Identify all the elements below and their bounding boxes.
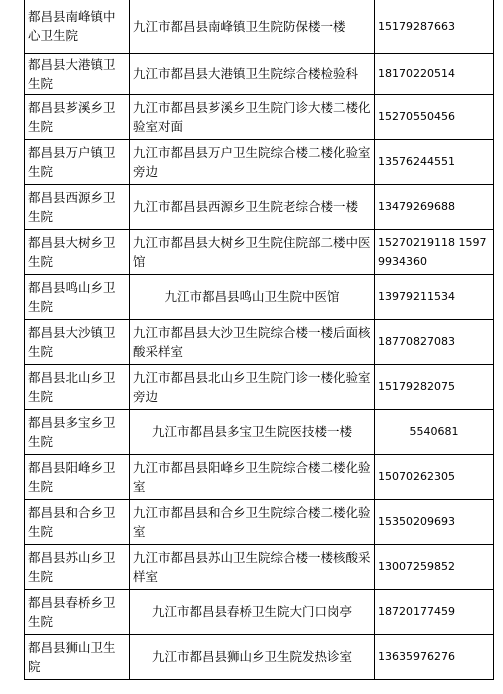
site-address-cell: 九江市都昌县多宝卫生院医技楼一楼 [130,409,375,454]
site-address-cell: 九江市都昌县阳峰乡卫生院综合楼二楼化验室 [130,454,375,499]
site-name-cell: 都昌县西源乡卫生院 [25,184,130,229]
site-phone-cell: 15179282075 [375,364,494,409]
site-name-cell: 都昌县多宝乡卫生院 [25,409,130,454]
table-row [25,184,494,229]
site-name-cell: 都昌县阳峰乡卫生院 [25,454,130,499]
site-phone-cell: 18170220514 [375,53,494,94]
site-address-cell: 九江市都昌县北山乡卫生院门诊一楼化验室旁边 [130,364,375,409]
site-address-cell: 九江市都昌县大港镇卫生院综合楼检验科 [130,53,375,94]
site-address-cell: 九江市都昌县和合乡卫生院综合楼二楼化验室 [130,499,375,544]
site-phone-cell: 5540681 [375,409,494,454]
site-name-cell: 都昌县北山乡卫生院 [25,364,130,409]
site-name-cell: 都昌县大港镇卫生院 [25,53,130,94]
table-row [25,589,494,634]
site-phone-cell: 15179287663 [375,0,494,53]
site-address-cell: 九江市都昌县南峰镇卫生院防保楼一楼 [130,0,375,53]
site-address-cell: 九江市都昌县芗溪乡卫生院门诊大楼二楼化验室对面 [130,94,375,139]
site-address-cell: 九江市都昌县春桥卫生院大门口岗亭 [130,589,375,634]
site-phone-cell: 15270550456 [375,94,494,139]
table-row [25,274,494,319]
table-row [25,634,494,679]
table-row [25,544,494,589]
table-row [25,364,494,409]
site-name-cell: 都昌县大树乡卫生院 [25,229,130,274]
site-name-cell: 都昌县大沙镇卫生院 [25,319,130,364]
site-phone-cell: 15270219118 15979934360 [375,229,494,274]
site-name-cell: 都昌县万户镇卫生院 [25,139,130,184]
site-address-cell: 九江市都昌县西源乡卫生院老综合楼一楼 [130,184,375,229]
site-address-cell: 九江市都昌县苏山卫生院综合楼一楼核酸采样室 [130,544,375,589]
table-row [25,94,494,139]
site-phone-cell: 15070262305 [375,454,494,499]
table-row [25,499,494,544]
site-address-cell: 九江市都昌县鸣山卫生院中医馆 [130,274,375,319]
site-name-cell: 都昌县春桥乡卫生院 [25,589,130,634]
table-row [25,229,494,274]
site-address-cell: 九江市都昌县万户卫生院综合楼二楼化验室旁边 [130,139,375,184]
table-row [25,0,494,53]
site-phone-cell: 13635976276 [375,634,494,679]
site-phone-cell: 18720177459 [375,589,494,634]
site-name-cell: 都昌县芗溪乡卫生院 [25,94,130,139]
site-name-cell: 都昌县狮山卫生院 [25,634,130,679]
site-name-cell: 都昌县和合乡卫生院 [25,499,130,544]
table-row [25,319,494,364]
site-phone-cell: 15350209693 [375,499,494,544]
site-phone-cell: 18770827083 [375,319,494,364]
site-phone-cell: 13979211534 [375,274,494,319]
site-address-cell: 九江市都昌县狮山乡卫生院发热诊室 [130,634,375,679]
site-address-cell: 九江市都昌县大沙卫生院综合楼一楼后面核酸采样室 [130,319,375,364]
table-row [25,454,494,499]
site-phone-cell: 13576244551 [375,139,494,184]
table-row [25,53,494,94]
site-phone-cell: 13479269688 [375,184,494,229]
table-row [25,409,494,454]
testing-sites-table [24,0,494,680]
site-phone-cell: 13007259852 [375,544,494,589]
site-name-cell: 都昌县苏山乡卫生院 [25,544,130,589]
site-address-cell: 九江市都昌县大树乡卫生院住院部二楼中医馆 [130,229,375,274]
site-name-cell: 都昌县鸣山乡卫生院 [25,274,130,319]
site-name-cell: 都昌县南峰镇中心卫生院 [25,0,130,53]
table-row [25,139,494,184]
